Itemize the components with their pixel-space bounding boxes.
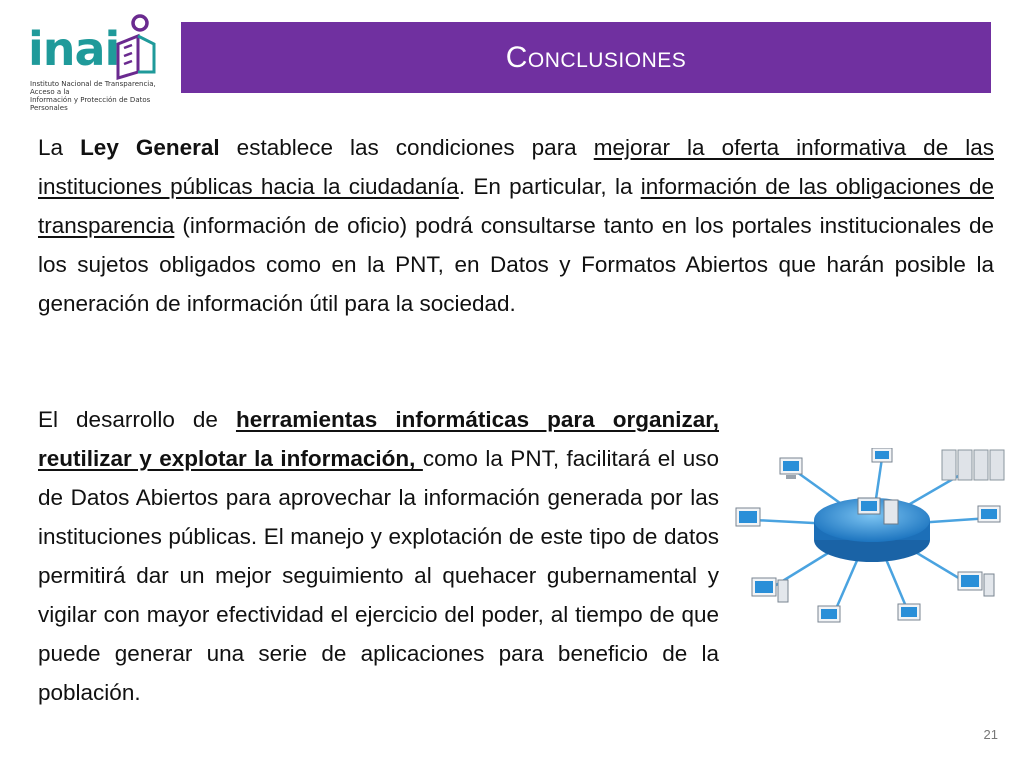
title-bar [181,22,991,93]
p2-bold-underline-herramientas: herramientas informáticas para organizar, reutilizar y explotar la información, [38,407,720,471]
inai-logo [22,12,162,112]
slide-title: Conclusiones [505,40,687,74]
computer-network-illustration-icon [732,448,1010,638]
p1-bold-ley-general: Ley General [80,135,220,160]
paragraph-ley-general [38,128,994,323]
p1-text-2: establece las condiciones para [219,135,594,160]
p1-text-4: (información de oficio) podrá consultarse tanto en los portales institucionales de los sujetos obligados como en la PNT, en Datos y Formatos Abiertos que harán posible la generación de información útil para la sociedad. [38,213,994,316]
paragraph-herramientas [38,400,719,712]
p2-text-1: El desarrollo de [38,407,236,432]
p1-text-1: La [38,135,81,160]
p1-underline-obligaciones: información de las obligaciones de transparencia [38,174,994,238]
page-number: 21 [983,727,998,742]
logo-person-book-icon [112,14,156,80]
logo-wordmark: inai [28,22,120,76]
p1-underline-oferta: mejorar la oferta informativa de las instituciones públicas hacia la ciudadanía [38,135,995,199]
logo-subtitle-line2: Información y Protección de Datos Personales [30,96,151,112]
p1-text-3: . En particular, la [458,174,641,199]
logo-subtitle [30,80,170,112]
logo-subtitle-line1: Instituto Nacional de Transparencia, Acceso a la [30,80,156,96]
p2-text-2: como la PNT, facilitará el uso de Datos Abiertos para aprovechar la información generada por las instituciones públicas. El manejo y explotación de este tipo de datos permitirá dar un mejor seguimiento al quehacer gubernamental y vigilar con mayor efectividad el ejercicio del poder, al tiempo de que puede generar una serie de aplicaciones para beneficio de la población. [38,446,719,705]
